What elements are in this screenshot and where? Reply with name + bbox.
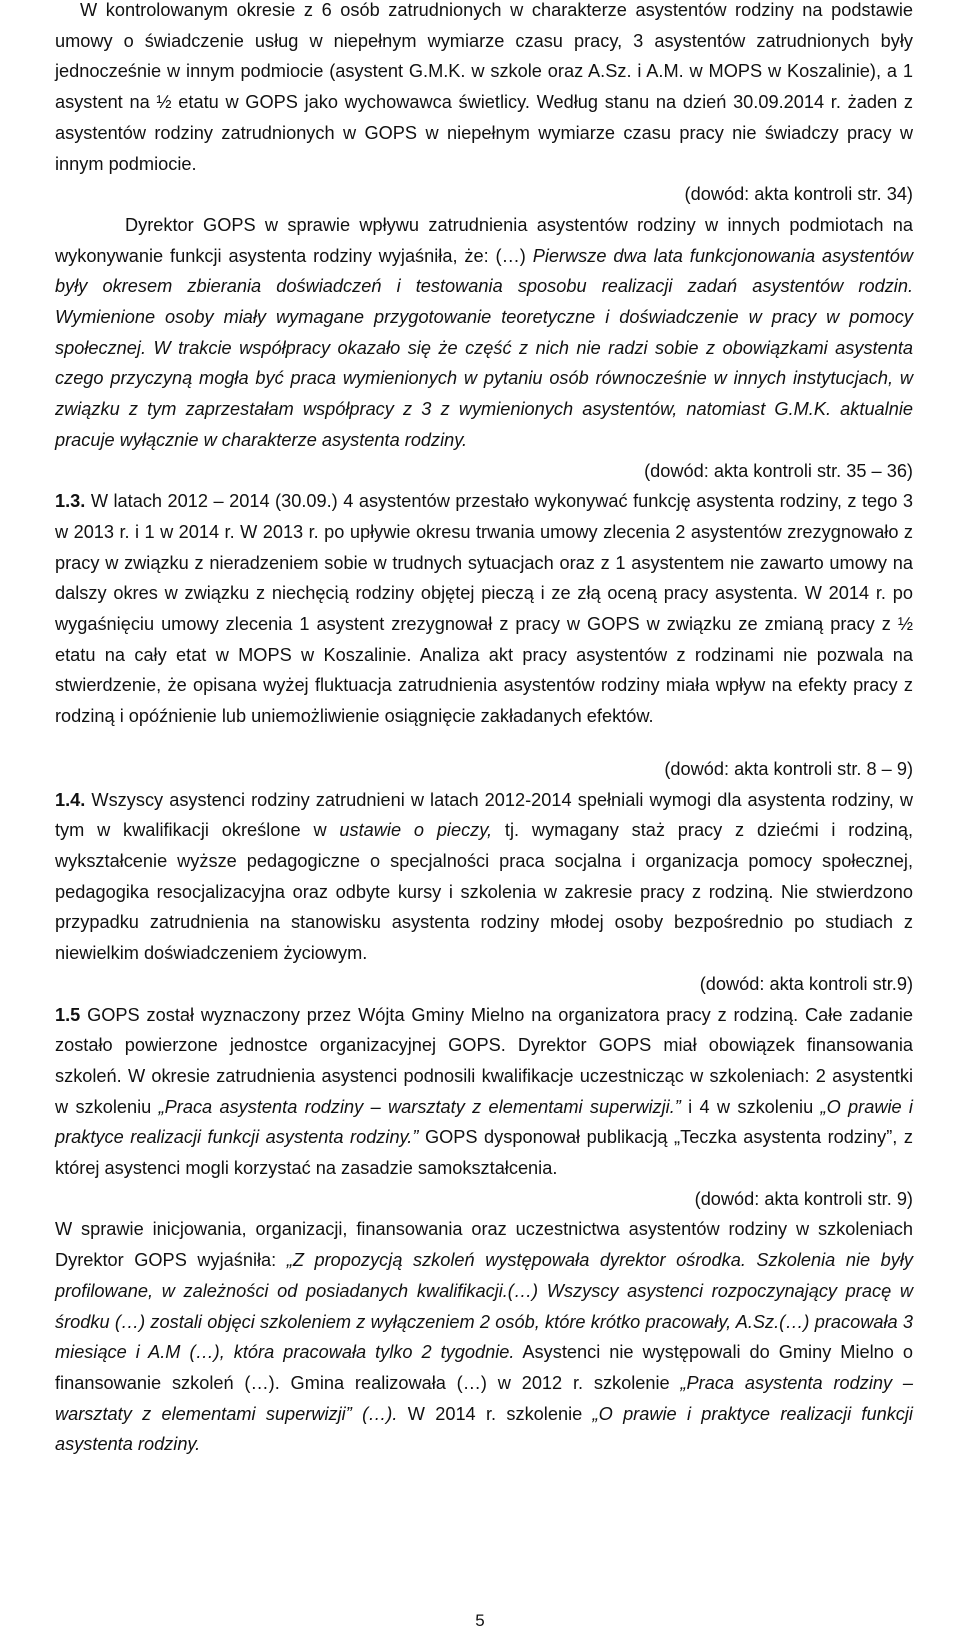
evidence-reference: (dowód: akta kontroli str.9) (699, 973, 913, 994)
evidence-reference: (dowód: akta kontroli str. 35 – 36) (644, 460, 913, 481)
quoted-text: „O prawie i praktyce realizacji funkcji asystenta rodziny.” (55, 1096, 913, 1148)
evidence-reference: (dowód: akta kontroli str. 9) (694, 1188, 913, 1209)
text-run: W latach 2012 – 2014 (30.09.) 4 asystentów przestało wykonywać funkcję asystenta rodziny, z tego 3 w 2013 r. i 1 w 2014 r. W 2013 r. po upływie okresu trwania umowy zlecenia 2 asystentów zrezygnowało z pracy w związku z nieradzeniem sobie w trudnych sytuacjach oraz z 1 asystentem nie zawarto umowy na dalszy okres w związku z niechęcią rodziny objętej pieczą i ze złą oceną pracy asystenta. W 2014 r. po wygaśnięciu umowy zlecenia 1 asystent zrezygnował z pracy w GOPS w związku ze zmianą pracy z ½ etatu na cały etat w MOPS w Koszalinie. Analiza akt pracy asystentów z rodzinami nie pozwala na stwierdzenie, że opisana wyżej fluktuacja zatrudnienia asystentów rodziny miała wpływ na efekty pracy z rodziną i opóźnienie lub uniemożliwienie osiągnięcie zakładanych efektów. (55, 491, 913, 727)
text-run: Asystenci nie występowali do Gminy Mielno o finansowanie szkoleń (…). Gmina realizowała (…) w 2012 r. szkolenie (55, 1342, 913, 1393)
evidence-reference: (dowód: akta kontroli str. 34) (684, 184, 913, 205)
text-run: W sprawie inicjowania, organizacji, finansowania oraz uczestnictwa asystentów rodziny w szkoleniach Dyrektor GOPS wyjaśniła: (55, 1219, 913, 1271)
paragraph (55, 1214, 913, 1460)
paragraph (55, 486, 913, 732)
section-number: 1.5 (55, 1004, 81, 1025)
text-run: GOPS został wyznaczony przez Wójta Gminy Mielno na organizatora pracy z rodziną. Całe zadanie zostało powierzone jednostce organizacyjnej GOPS. Dyrektor GOPS miał obowiązek finansowania szkoleń. W okresie zatrudnienia asystenci podnosili kwalifikacje uczestnicząc w szkoleniach: 2 asystentki w szkoleniu (55, 1004, 913, 1117)
quoted-text: Pierwsze dwa lata funkcjonowania asystentów były okresem zbierania doświadczeń i testowania sposobu realizacji zadań asystentów rodzin. Wymienione osoby miały wymagane przygotowanie teoretyczne i doświadczenie w pracy w pomocy społecznej. W trakcie współpracy okazało się że część z nich nie radzi sobie z obowiązkami asystenta czego przyczyną mogła być praca wymienionych w pytaniu osób równocześnie w innych instytucjach, w związku z tym zaprzestałam współpracy z 3 z wymienionych asystentów, natomiast G.M.K. aktualnie pracuje wyłącznie w charakterze asystenta rodziny. (55, 245, 913, 450)
paragraph (55, 0, 913, 179)
page-number: 5 (475, 1611, 485, 1630)
quoted-text: „O prawie i praktyce realizacji funkcji asystenta rodziny. (55, 1403, 913, 1455)
paragraph (55, 210, 913, 456)
text-run: i 4 w szkoleniu (680, 1096, 821, 1117)
text-run: Dyrektor GOPS w sprawie wpływu zatrudnienia asystentów rodziny w innych podmiotach na wykonywanie funkcji asystenta rodziny wyjaśniła, że: (…) (55, 214, 913, 266)
section-number: 1.3. (55, 491, 86, 512)
quoted-text: „Praca asystenta rodziny – warsztaty z elementami superwizji” (…). (55, 1372, 913, 1424)
text-run: W 2014 r. szkolenie (397, 1403, 593, 1424)
text-run: tj. wymagany staż pracy z dziećmi i rodziną, wykształcenie wyższe pedagogiczne o specjalności praca socjalna i organizacja pomocy społecznej, pedagogika resocjalizacyjna oraz odbyte kursy i szkolenia w zakresie pracy z rodziną. Nie stwierdzono przypadku zatrudnienia na stanowisku asystenta rodziny młodej osoby bezpośrednio po studiach z niewielkim doświadczeniem życiowym. (55, 820, 913, 964)
evidence-reference: (dowód: akta kontroli str. 8 – 9) (664, 758, 913, 779)
text-run: W kontrolowanym okresie z 6 osób zatrudnionych w charakterze asystentów rodziny na podstawie umowy o świadczenie usług w niepełnym wymiarze czasu pracy, 3 asystentów zatrudnionych były jednocześnie w innym podmiocie (asystent G.M.K. w szkole oraz A.Sz. i A.M. w MOPS w Koszalinie), a 1 asystent na ½ etatu w GOPS jako wychowawca świetlicy. Według stanu na dzień 30.09.2014 r. żaden z asystentów rodziny zatrudnionych w GOPS w niepełnym wymiarze czasu pracy nie świadczy pracy w innym podmiocie. (55, 0, 913, 174)
document-body (55, 0, 913, 1460)
quoted-text: ustawie o pieczy, (339, 820, 493, 841)
paragraph (55, 785, 913, 969)
section-number: 1.4. (55, 789, 86, 810)
text-run: Wszyscy asystenci rodziny zatrudnieni w latach 2012-2014 spełniali wymogi dla asystenta rodziny, w tym w kwalifikacji określone w (55, 789, 913, 841)
quoted-text: „Praca asystenta rodziny – warsztaty z elementami superwizji.” (158, 1096, 681, 1117)
text-run: GOPS dysponował publikacją „Teczka asystenta rodziny”, z której asystenci mogli korzystać na zasadzie samokształcenia. (55, 1127, 913, 1179)
quoted-text: „Z propozycją szkoleń występowała dyrektor ośrodka. Szkolenia nie były profilowane, w zależności od posiadanych kwalifikacji.(…) Wszyscy asystenci rozpoczynający pracę w środku (…) zostali objęci szkoleniem z wyłączeniem 2 osób, które krótko pracowały, A.Sz.(…) pracowała 3 miesiące i A.M (…), która pracowała tylko 2 tygodnie. (55, 1250, 913, 1363)
paragraph (55, 1000, 913, 1184)
